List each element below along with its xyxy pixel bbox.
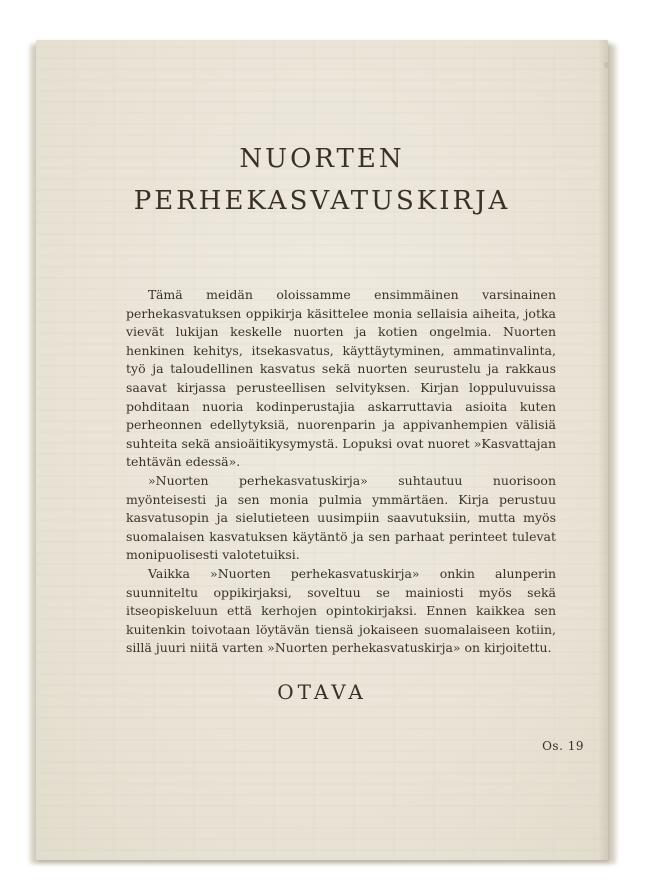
title-line-2: PERHEKASVATUSKIRJA [133, 186, 511, 216]
blurb-text [126, 286, 556, 658]
blurb-paragraph-1: Tämä meidän oloissamme ensimmäinen varsinainen perhekasvatuksen oppikirja käsittelee monia sellaisia aiheita, jotka vievät lukijan keskelle nuorten ja kotien ongelmia. Nuorten henkinen kehitys, itsekasvatus, käyttäytyminen, ammatinvalinta, työ ja taloudellinen kasvatus sekä nuorten seurustelu ja rakkaus saavat kirjassa perusteellisen selvityksen. Kirjan loppuluvuissa pohditaan nuoria kodinperustajia askarruttavia asioita kuten perheonnen edellytyksiä, nuorenparin ja appivanhempien välisiä suhteita sekä ansioäitikysymystä. Lopuksi ovat nuoret »Kasvattajan tehtävän edessä». [126, 287, 556, 470]
blurb-paragraph-2: »Nuorten perhekasvatuskirja» suhtautuu nuorisoon myönteisesti ja sen monia pulmia ymmärtäen. Kirja perustuu kasvatusopin ja sielutieteen uusimpiin saavutuksiin, mutta myös suomalaisen kasvatuksen käytäntö ja sen parhaat perinteet tulevat monipuolisesti valotetuiksi. [126, 472, 556, 563]
book-back-cover [36, 40, 608, 860]
title-line-1: NUORTEN [239, 144, 405, 174]
blurb-paragraph-3: Vaikka »Nuorten perhekasvatuskirja» onkin alunperin suunniteltu oppikirjaksi, soveltuu se mainiosti myös sekä itseopiskeluun että kerhojen opintokirjaksi. Ennen kaikkea sen kuitenkin toivotaan löytävän tiensä jokaiseen suomalaiseen kotiin, sillä juuri niitä varten »Nuorten perhekasvatuskirja» on kirjoitettu. [126, 565, 556, 656]
publisher-name: OTAVA [277, 680, 367, 704]
catalog-code: Os. 19 [542, 739, 584, 753]
cover-wear-spot [604, 62, 608, 68]
